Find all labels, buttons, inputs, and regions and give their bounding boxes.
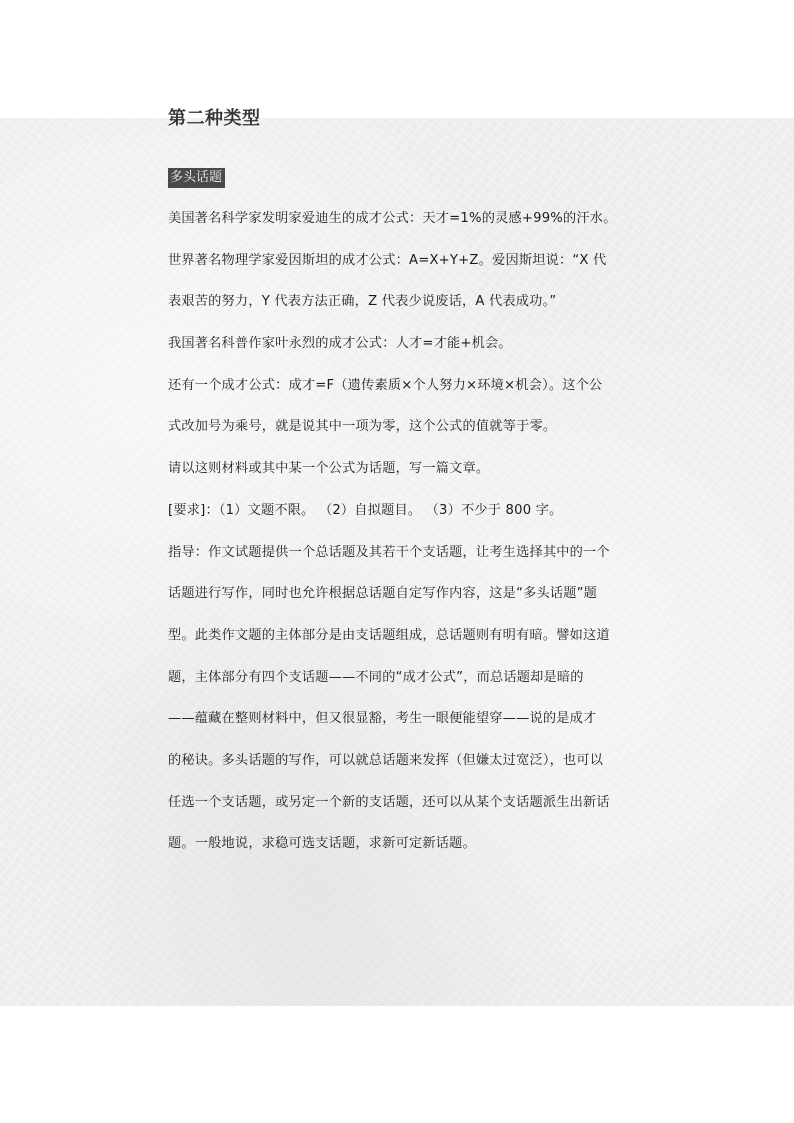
paragraph-formula <box>168 373 632 456</box>
text-line: 的秘诀。多头话题的写作，可以就总话题来发挥（但嫌太过宽泛），也可以 <box>168 752 604 768</box>
paragraph-einstein <box>168 248 632 331</box>
text-line: [要求]：（1）文题不限。 （2）自拟题目。 （3）不少于 800 字。 <box>168 502 563 518</box>
page-title: 第二种类型 <box>168 108 261 129</box>
text-line: 我国著名科普作家叶永烈的成才公式：人才=才能+机会。 <box>168 336 512 352</box>
text-line: 话题进行写作，同时也允许根据总话题自定写作内容，这是“多头话题”题 <box>168 586 598 602</box>
text-line: 请以这则材料或其中某一个公式为话题，写一篇文章。 <box>168 461 490 477</box>
text-line: 世界著名物理学家爱因斯坦的成才公式：A=X+Y+Z。爱因斯坦说：“X 代 <box>168 252 607 268</box>
text-line: 型。此类作文题的主体部分是由支话题组成，总话题则有明有暗。譬如这道 <box>168 627 610 643</box>
text-line: 美国著名科学家发明家爱迪生的成才公式：天才=1%的灵感+99%的汗水。 <box>168 211 617 226</box>
paragraph-requirements <box>168 498 632 540</box>
text-line: 任选一个支话题，或另定一个新的支话题，还可以从某个支话题派生出新话 <box>168 794 610 810</box>
text-line: 题，主体部分有四个支话题——不同的“成才公式”，而总话题却是暗的 <box>168 669 584 685</box>
text-line: ——蕴藏在整则材料中，但又很显豁，考生一眼便能望穿——说的是成才 <box>168 711 597 727</box>
paragraph-edison <box>168 206 632 248</box>
text-line: 指导：作文试题提供一个总话题及其若干个支话题，让考生选择其中的一个 <box>168 544 610 560</box>
document-body <box>168 206 632 873</box>
paragraph-guidance <box>168 540 632 874</box>
text-line: 表艰苦的努力，Y 代表方法正确，Z 代表少说废话，A 代表成功。” <box>168 294 557 310</box>
paragraph-instruction <box>168 456 632 498</box>
text-line: 式改加号为乘号，就是说其中一项为零，这个公式的值就等于零。 <box>168 419 557 435</box>
text-line: 题。一般地说，求稳可选支话题，求新可定新话题。 <box>168 836 476 852</box>
section-label: 多头话题 <box>168 168 225 188</box>
text-line: 还有一个成才公式：成才=F（遗传素质×个人努力×环境×机会）。这个公 <box>168 377 603 393</box>
paragraph-ye-yonglie <box>168 331 632 373</box>
